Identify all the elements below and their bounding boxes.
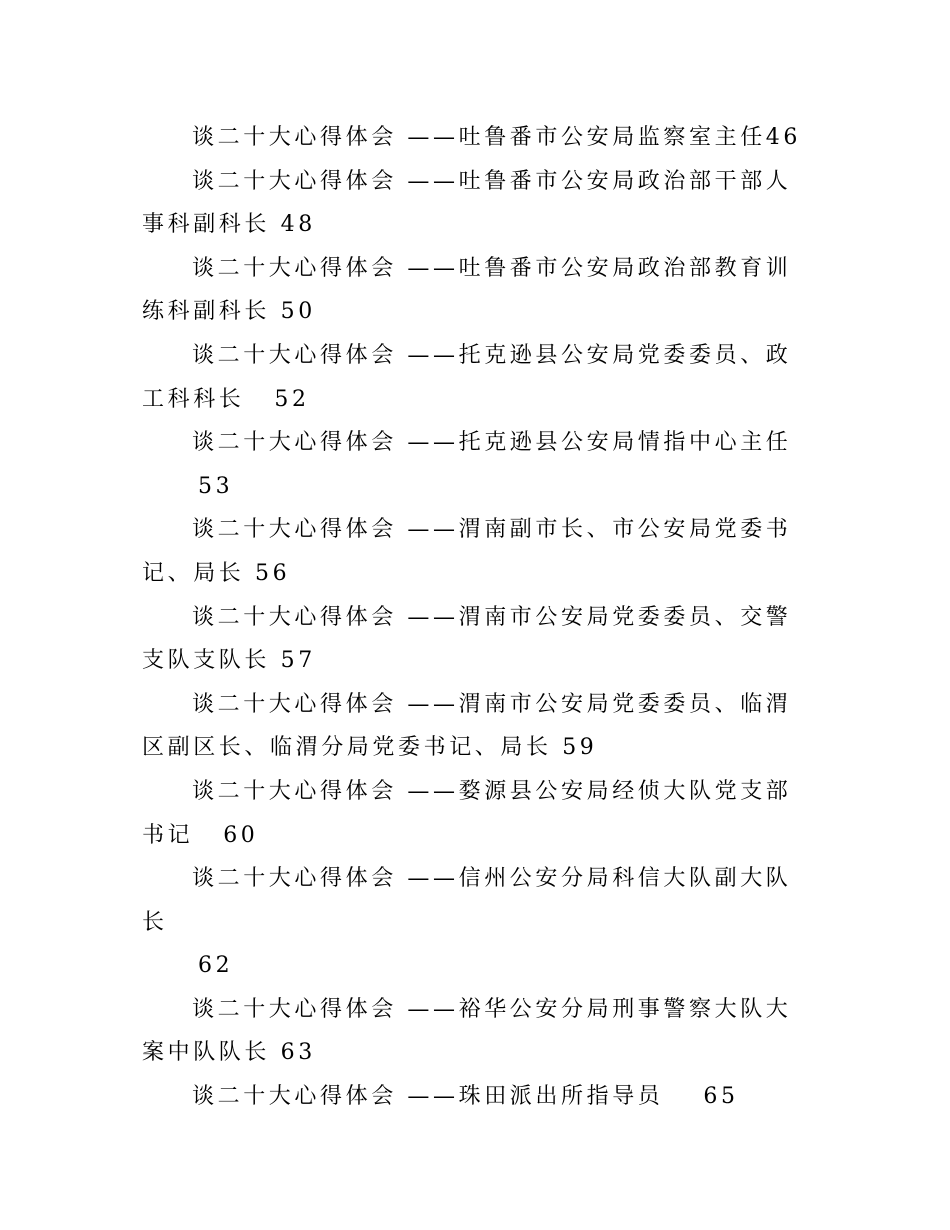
toc-entry-title: 谈二十大心得体会 ——裕华公安分局刑事警察大队大案中队队长 bbox=[142, 996, 792, 1066]
toc-entry-title: 谈二十大心得体会 ——托克逊县公安局情指中心主任 bbox=[192, 430, 792, 456]
toc-entry-page: 60 bbox=[223, 822, 259, 848]
toc-entry[interactable] bbox=[142, 160, 810, 247]
toc-entry-page: 46 bbox=[765, 125, 801, 150]
toc-entry-page: 56 bbox=[255, 560, 291, 586]
toc-entry-page: 50 bbox=[280, 299, 316, 325]
toc-entry-title: 谈二十大心得体会 ——吐鲁番市公安局政治部教育训练科副科长 bbox=[142, 255, 792, 325]
toc-entry-page: 48 bbox=[280, 212, 316, 238]
toc-entry-page: 63 bbox=[280, 1040, 316, 1066]
toc-entry-title: 谈二十大心得体会 ——渭南副市长、市公安局党委书记、局长 bbox=[142, 517, 792, 586]
toc-entry-title: 谈二十大心得体会 ——吐鲁番市公安局监察室主任 bbox=[192, 125, 766, 150]
toc-entry[interactable] bbox=[142, 116, 810, 160]
toc-entry[interactable] bbox=[142, 770, 810, 857]
toc-entry-title: 谈二十大心得体会 ——渭南市公安局党委委员、临渭区副区长、临渭分局党委书记、局长 bbox=[142, 691, 792, 761]
toc-entry-page: 62 bbox=[198, 953, 234, 979]
toc-entry-page: 53 bbox=[198, 473, 234, 499]
toc-entry[interactable] bbox=[142, 988, 810, 1075]
toc-entry-title: 谈二十大心得体会 ——渭南市公安局党委委员、交警支队支队长 bbox=[142, 604, 792, 674]
toc-entry-page: 57 bbox=[280, 648, 316, 674]
toc-entry-title: 谈二十大心得体会 ——信州公安分局科信大队副大队长 bbox=[142, 866, 792, 935]
table-of-contents bbox=[142, 116, 810, 1119]
toc-entry-title: 谈二十大心得体会 ——婺源县公安局经侦大队党支部书记 bbox=[142, 778, 792, 848]
toc-entry[interactable] bbox=[142, 683, 810, 770]
toc-entry[interactable] bbox=[142, 1075, 810, 1119]
toc-entry[interactable] bbox=[142, 508, 810, 595]
toc-entry-page: 52 bbox=[274, 386, 310, 412]
toc-entry-title: 谈二十大心得体会 ——珠田派出所指导员 bbox=[192, 1084, 664, 1110]
toc-entry[interactable] bbox=[142, 334, 810, 421]
toc-entry[interactable] bbox=[142, 421, 810, 508]
toc-entry-title: 谈二十大心得体会 ——托克逊县公安局党委委员、政工科科长 bbox=[142, 342, 792, 412]
toc-entry-title: 谈二十大心得体会 ——吐鲁番市公安局政治部干部人事科副科长 bbox=[142, 168, 792, 238]
toc-entry[interactable] bbox=[142, 857, 810, 988]
toc-entry-page: 59 bbox=[562, 735, 598, 761]
toc-entry-page: 65 bbox=[703, 1084, 739, 1110]
toc-entry[interactable] bbox=[142, 247, 810, 334]
toc-entry[interactable] bbox=[142, 596, 810, 683]
